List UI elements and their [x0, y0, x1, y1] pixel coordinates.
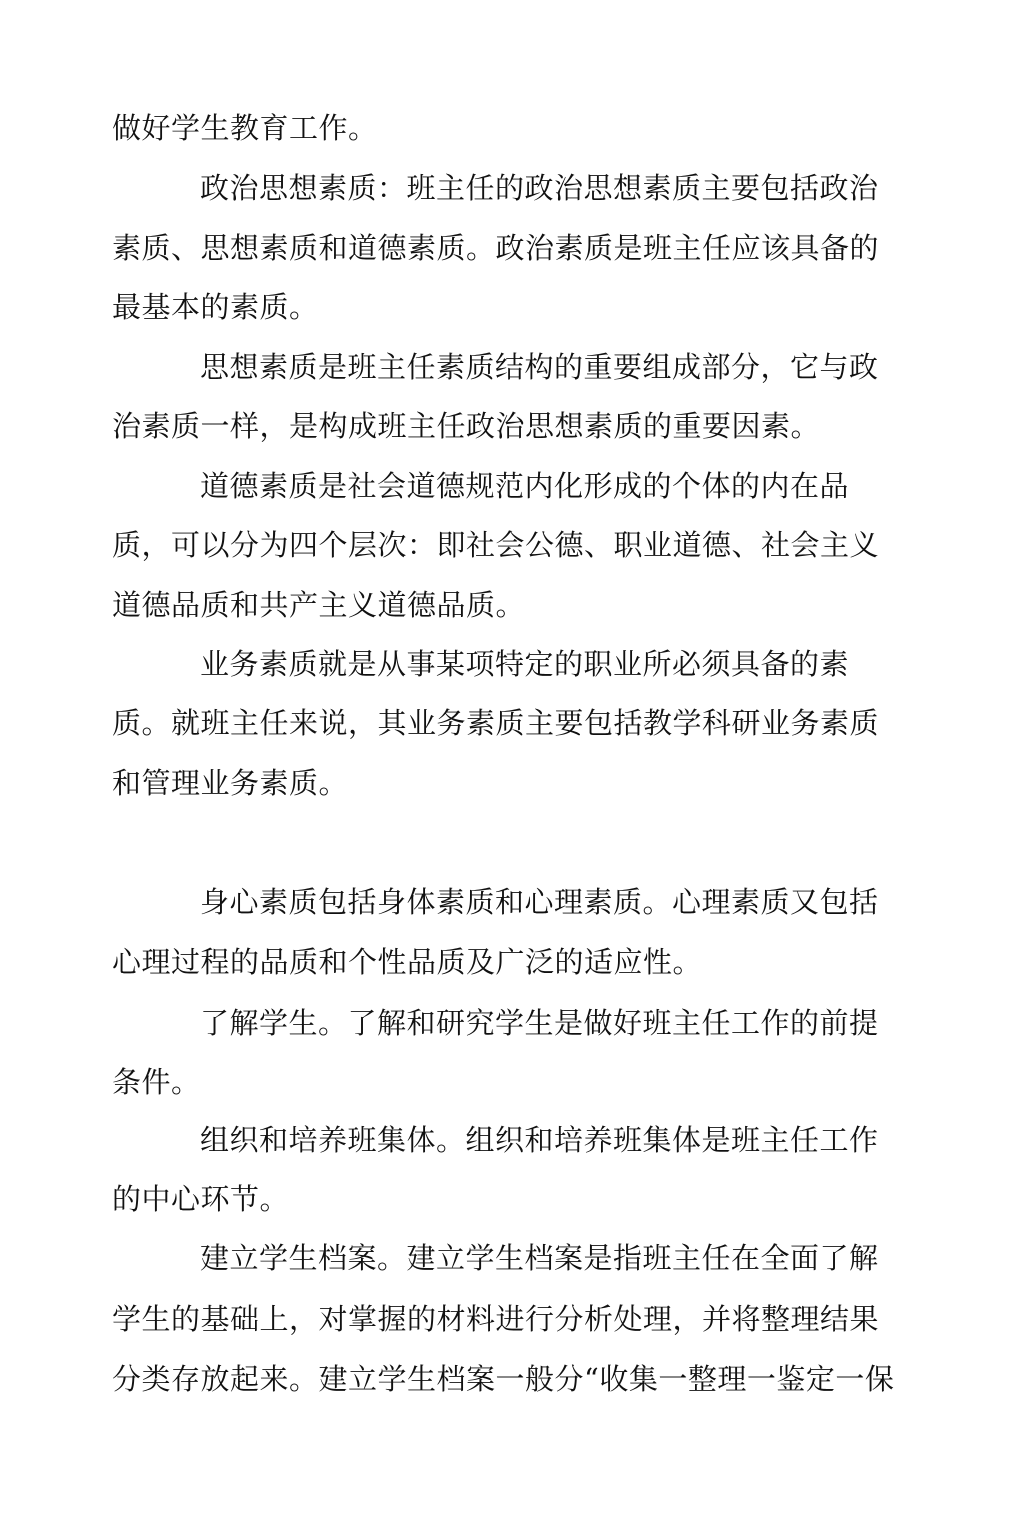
text-line	[0, 1001, 1024, 1045]
text-line	[0, 523, 1024, 567]
line-text: 治素质一样，是构成班主任政治思想素质的重要因素。	[112, 409, 821, 443]
text-line	[0, 1236, 1024, 1280]
line-text: 素质、思想素质和道德素质。政治素质是班主任应该具备的	[112, 231, 880, 265]
text-line	[0, 761, 1024, 805]
text-line	[0, 583, 1024, 627]
text-line	[0, 642, 1024, 686]
line-text: 学生的基础上，对掌握的材料进行分析处理，并将整理结果	[112, 1302, 880, 1336]
text-line	[0, 1177, 1024, 1221]
line-text: 做好学生教育工作。	[112, 111, 378, 145]
line-text: 建立学生档案。建立学生档案是指班主任在全面了解	[200, 1241, 879, 1275]
line-text: 质。就班主任来说，其业务素质主要包括教学科研业务素质	[112, 706, 880, 740]
text-line	[0, 701, 1024, 745]
text-line	[0, 285, 1024, 329]
line-text: 组织和培养班集体。组织和培养班集体是班主任工作	[200, 1123, 879, 1157]
text-line	[0, 1357, 1024, 1401]
line-text: 最基本的素质。	[112, 290, 319, 324]
text-line	[0, 166, 1024, 210]
line-text: 思想素质是班主任素质结构的重要组成部分，它与政	[200, 350, 879, 384]
text-line	[0, 1297, 1024, 1341]
line-text: 道德素质是社会道德规范内化形成的个体的内在品	[200, 469, 850, 503]
text-line	[0, 1060, 1024, 1104]
line-text: 条件。	[112, 1065, 201, 1099]
line-text: 身心素质包括身体素质和心理素质。心理素质又包括	[200, 885, 879, 919]
line-text: 业务素质就是从事某项特定的职业所必须具备的素	[200, 647, 850, 681]
line-text: 政治思想素质：班主任的政治思想素质主要包括政治	[200, 171, 879, 205]
line-text: 分类存放起来。建立学生档案一般分“收集一整理一鉴定一保	[112, 1362, 895, 1396]
line-text: 道德品质和共产主义道德品质。	[112, 588, 526, 622]
line-text: 和管理业务素质。	[112, 766, 349, 800]
text-line	[0, 226, 1024, 270]
line-text: 了解学生。了解和研究学生是做好班主任工作的前提	[200, 1006, 879, 1040]
text-line	[0, 106, 1024, 150]
text-line	[0, 464, 1024, 508]
text-line	[0, 940, 1024, 984]
text-line	[0, 880, 1024, 924]
line-text: 心理过程的品质和个性品质及广泛的适应性。	[112, 945, 703, 979]
line-text: 的中心环节。	[112, 1182, 290, 1216]
text-line	[0, 1118, 1024, 1162]
line-text: 质，可以分为四个层次：即社会公德、职业道德、社会主义	[112, 528, 880, 562]
text-line	[0, 404, 1024, 448]
text-line	[0, 345, 1024, 389]
